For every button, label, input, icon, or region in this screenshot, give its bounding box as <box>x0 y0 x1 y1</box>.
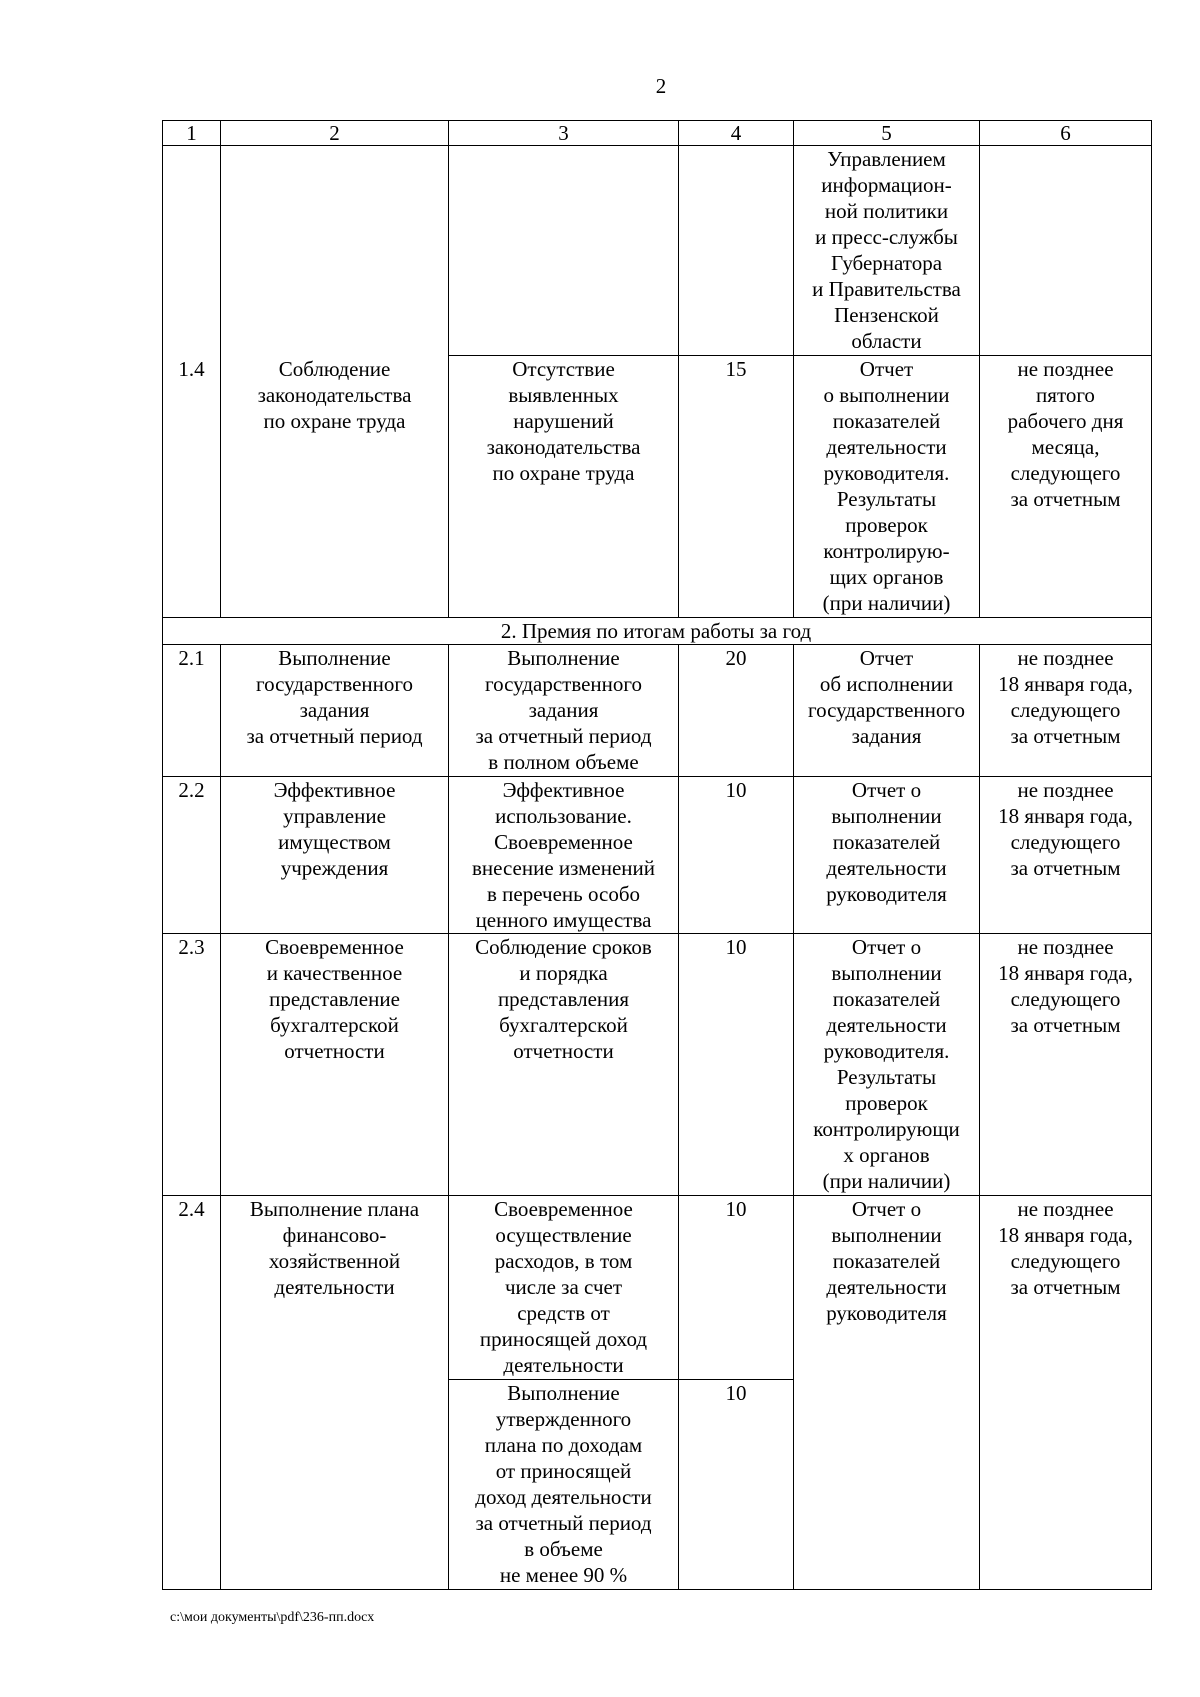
deadline-cell: не позднее 18 января года, следующего за отчетным <box>980 777 1152 934</box>
weight-cell: 10 <box>679 1380 794 1590</box>
deadline-cell <box>980 146 1152 356</box>
criterion-cell: Соблюдение сроков и порядка представления бухгалтерской отчетности <box>449 934 679 1196</box>
header-cell: 6 <box>980 121 1152 146</box>
page-number: 2 <box>655 74 667 98</box>
indicator-cell: Своевременное и качественное представление бухгалтерской отчетности <box>221 934 449 1196</box>
weight-cell <box>679 146 794 356</box>
weight-cell: 10 <box>679 934 794 1196</box>
source-cell: Отчет о выполнении показателей деятельности руководителя. Результаты проверок контролирую- щих органов (при наличии) <box>794 356 980 618</box>
header-cell: 5 <box>794 121 980 146</box>
section-title: 2. Премия по итогам работы за год <box>163 618 1152 645</box>
indicator-cell: Выполнение государственного задания за отчетный период <box>221 645 449 777</box>
table-row <box>163 934 1152 1196</box>
header-cell: 2 <box>221 121 449 146</box>
row-number: 2.1 <box>163 645 221 777</box>
weight-cell: 20 <box>679 645 794 777</box>
row-number: 2.4 <box>163 1196 221 1590</box>
section-row <box>163 618 1152 645</box>
source-cell: Отчет об исполнении государственного задания <box>794 645 980 777</box>
deadline-cell: не позднее 18 января года, следующего за отчетным <box>980 1196 1152 1590</box>
deadline-cell: не позднее 18 января года, следующего за отчетным <box>980 934 1152 1196</box>
footer-file-path: c:\мои документы\pdf\236-пп.docx <box>170 1610 375 1625</box>
weight-cell: 15 <box>679 356 794 618</box>
source-cell: Отчет о выполнении показателей деятельности руководителя. Результаты проверок контролирующи х органов (при наличии) <box>794 934 980 1196</box>
source-cell: Управлением информацион- ной политики и пресс-службы Губернатора и Правительства Пензенской области <box>794 146 980 356</box>
indicator-cell: Эффективное управление имуществом учреждения <box>221 777 449 934</box>
indicator-cell: Выполнение плана финансово- хозяйственной деятельности <box>221 1196 449 1590</box>
criterion-cell <box>449 146 679 356</box>
header-cell: 4 <box>679 121 794 146</box>
criterion-cell: Эффективное использование. Своевременное внесение изменений в перечень особо ценного имущества <box>449 777 679 934</box>
criteria-table <box>162 120 1152 1590</box>
criterion-cell: Выполнение утвержденного плана по доходам от приносящей доход деятельности за отчетный период в объеме не менее 90 % <box>449 1380 679 1590</box>
weight-cell: 10 <box>679 1196 794 1380</box>
row-number: 2.2 <box>163 777 221 934</box>
header-cell: 1 <box>163 121 221 146</box>
table-row <box>163 777 1152 934</box>
source-cell: Отчет о выполнении показателей деятельности руководителя <box>794 777 980 934</box>
table-row <box>163 146 1152 356</box>
table-row <box>163 645 1152 777</box>
criterion-cell: Выполнение государственного задания за отчетный период в полном объеме <box>449 645 679 777</box>
table-header-row <box>163 121 1152 146</box>
header-cell: 3 <box>449 121 679 146</box>
weight-cell: 10 <box>679 777 794 934</box>
criterion-cell: Отсутствие выявленных нарушений законодательства по охране труда <box>449 356 679 618</box>
deadline-cell: не позднее пятого рабочего дня месяца, следующего за отчетным <box>980 356 1152 618</box>
table-row <box>163 1196 1152 1380</box>
deadline-cell: не позднее 18 января года, следующего за отчетным <box>980 645 1152 777</box>
indicator-cell: Соблюдение законодательства по охране труда <box>221 146 449 618</box>
row-number: 1.4 <box>163 146 221 618</box>
row-number: 2.3 <box>163 934 221 1196</box>
criterion-cell: Своевременное осуществление расходов, в том числе за счет средств от приносящей доход деятельности <box>449 1196 679 1380</box>
source-cell: Отчет о выполнении показателей деятельности руководителя <box>794 1196 980 1590</box>
